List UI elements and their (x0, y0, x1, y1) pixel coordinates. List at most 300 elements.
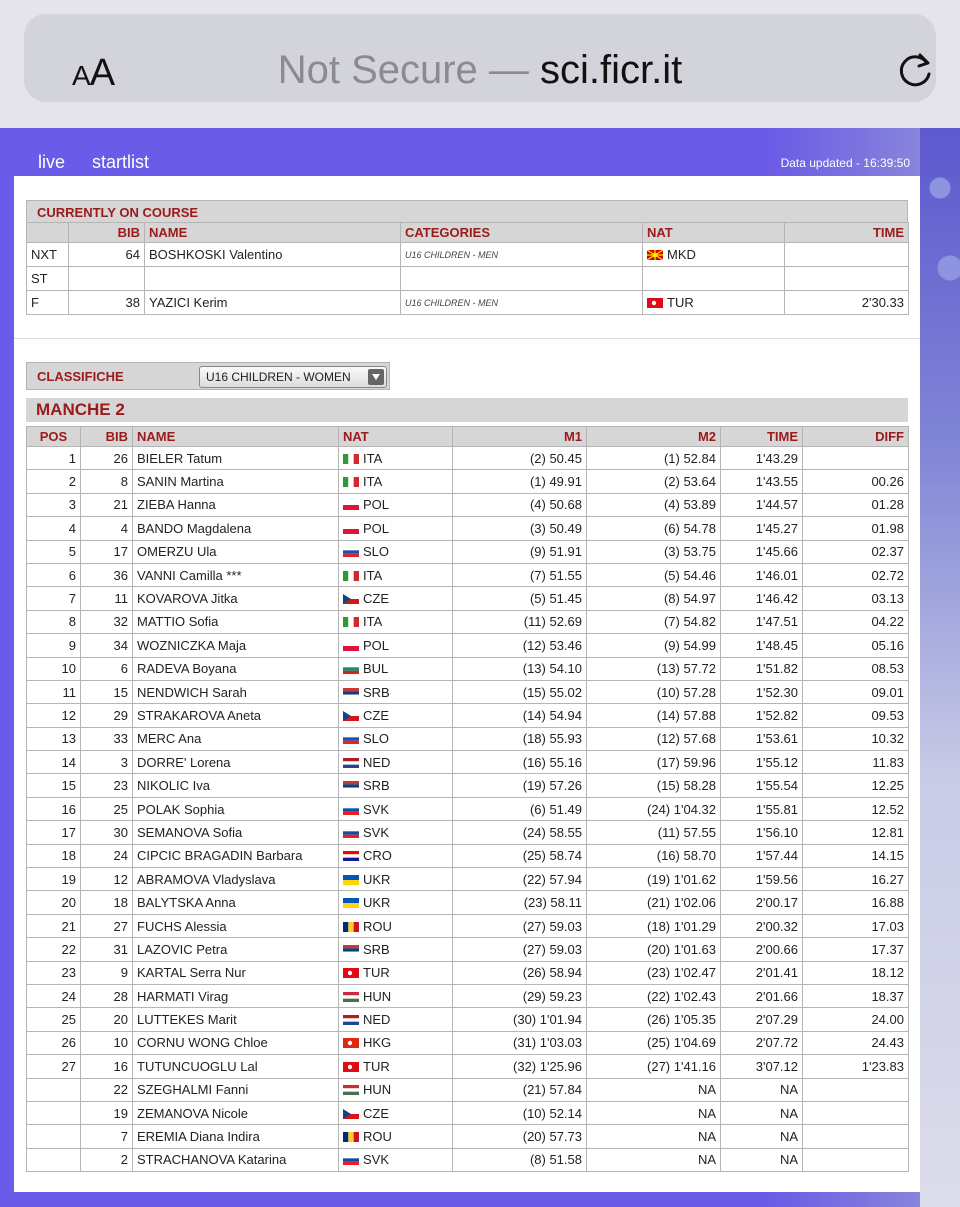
athlete-name: BOSHKOSKI Valentino (145, 243, 401, 267)
table-row[interactable] (27, 657, 909, 680)
url-host: sci.ficr.it (540, 48, 683, 92)
pos-cell: 15 (27, 774, 81, 797)
time-cell: NA (721, 1078, 803, 1101)
pos-cell: 8 (27, 610, 81, 633)
athlete-name: STRACHANOVA Katarina (133, 1148, 339, 1171)
time-cell: 1'45.27 (721, 517, 803, 540)
bib-cell: 30 (81, 821, 133, 844)
nat-code: TUR (363, 965, 390, 981)
column-header (27, 223, 69, 243)
nat-code: SLO (363, 544, 390, 560)
flag-icon (343, 1109, 359, 1119)
results-header-row (27, 427, 909, 447)
diff-cell: 16.88 (803, 891, 909, 914)
time-cell: 2'00.66 (721, 938, 803, 961)
athlete-name: YAZICI Kerim (145, 291, 401, 315)
pos-cell: 13 (27, 727, 81, 750)
time-cell: 2'00.17 (721, 891, 803, 914)
nat-code: CRO (363, 848, 392, 864)
m1-cell: (16) 55.16 (453, 751, 587, 774)
nat-code: NED (363, 754, 391, 770)
bib-cell: 10 (81, 1031, 133, 1054)
m1-cell: (20) 57.73 (453, 1125, 587, 1148)
diff-cell: 18.12 (803, 961, 909, 984)
time-cell: 1'46.01 (721, 563, 803, 586)
table-row[interactable] (27, 938, 909, 961)
table-row[interactable] (27, 470, 909, 493)
time-cell: 1'55.12 (721, 751, 803, 774)
pos-cell: 9 (27, 634, 81, 657)
flag-icon (343, 500, 359, 510)
table-row[interactable] (27, 984, 909, 1007)
diff-cell (803, 1078, 909, 1101)
m2-cell: (8) 54.97 (587, 587, 721, 610)
m1-cell: (11) 52.69 (453, 610, 587, 633)
m2-cell: NA (587, 1148, 721, 1171)
bib-cell: 7 (81, 1125, 133, 1148)
table-row[interactable] (27, 563, 909, 586)
nat-code: MKD (667, 247, 696, 262)
bib-cell: 28 (81, 984, 133, 1007)
pos-cell: 26 (27, 1031, 81, 1054)
flag-icon (343, 992, 359, 1002)
nav-link-live[interactable]: live (38, 152, 66, 172)
flag-icon (647, 298, 663, 308)
diff-cell: 04.22 (803, 610, 909, 633)
m1-cell: (15) 55.02 (453, 680, 587, 703)
m1-cell: (23) 58.11 (453, 891, 587, 914)
table-row[interactable] (27, 797, 909, 820)
pos-cell (27, 1125, 81, 1148)
time-cell: 1'47.51 (721, 610, 803, 633)
nat-cell (339, 1125, 453, 1148)
m1-cell: (9) 51.91 (453, 540, 587, 563)
m1-cell: (29) 59.23 (453, 984, 587, 1007)
table-row[interactable] (27, 1055, 909, 1078)
athlete-name: WOZNICZKA Maja (133, 634, 339, 657)
pos-cell: 5 (27, 540, 81, 563)
address-bar[interactable] (24, 14, 936, 102)
time-cell: 1'57.44 (721, 844, 803, 867)
table-row[interactable] (27, 1031, 909, 1054)
table-row[interactable] (27, 634, 909, 657)
nat-code: BUL (363, 661, 389, 677)
time-cell: 1'44.57 (721, 493, 803, 516)
nat-code: ROU (363, 1129, 392, 1145)
time-cell: 1'45.66 (721, 540, 803, 563)
time-cell: 1'48.45 (721, 634, 803, 657)
m1-cell: (21) 57.84 (453, 1078, 587, 1101)
m2-cell: (9) 54.99 (587, 634, 721, 657)
diff-cell: 16.27 (803, 868, 909, 891)
column-header: DIFF (803, 427, 909, 447)
m2-cell: (26) 1'05.35 (587, 1008, 721, 1031)
nat-code: SLO (363, 731, 390, 747)
bib-cell: 18 (81, 891, 133, 914)
bib-cell: 23 (81, 774, 133, 797)
classifiche-bar (26, 362, 390, 390)
bib-cell: 11 (81, 587, 133, 610)
status-cell: ST (27, 267, 69, 291)
category-select-value: U16 CHILDREN - WOMEN (206, 370, 351, 384)
browser-toolbar (0, 0, 960, 128)
nat-cell (339, 1008, 453, 1031)
diff-cell (803, 447, 909, 470)
pos-cell: 4 (27, 517, 81, 540)
m1-cell: (26) 58.94 (453, 961, 587, 984)
nat-code: SRB (363, 684, 390, 700)
diff-cell: 02.72 (803, 563, 909, 586)
results-title: MANCHE 2 (26, 398, 908, 422)
athlete-name: SANIN Martina (133, 470, 339, 493)
pos-cell: 23 (27, 961, 81, 984)
athlete-name: RADEVA Boyana (133, 657, 339, 680)
flag-icon (343, 477, 359, 487)
bib-cell: 12 (81, 868, 133, 891)
time-cell (785, 267, 909, 291)
m1-cell: (6) 51.49 (453, 797, 587, 820)
time-cell: NA (721, 1101, 803, 1124)
time-cell: NA (721, 1148, 803, 1171)
flag-icon (343, 594, 359, 604)
bib-cell: 31 (81, 938, 133, 961)
diff-cell: 11.83 (803, 751, 909, 774)
diff-cell: 09.53 (803, 704, 909, 727)
nav-link-startlist[interactable]: startlist (92, 152, 150, 172)
bib-cell: 33 (81, 727, 133, 750)
pos-cell: 21 (27, 914, 81, 937)
nat-cell (339, 704, 453, 727)
bib-cell (69, 267, 145, 291)
bib-cell: 38 (69, 291, 145, 315)
nat-code: TUR (667, 295, 694, 310)
athlete-name: MERC Ana (133, 727, 339, 750)
time-cell: 1'43.55 (721, 470, 803, 493)
m2-cell: (4) 53.89 (587, 493, 721, 516)
nat-cell (643, 291, 785, 315)
nat-cell (339, 680, 453, 703)
nat-code: SVK (363, 801, 390, 817)
nat-cell (339, 634, 453, 657)
time-cell: 1'51.82 (721, 657, 803, 680)
flag-icon (343, 524, 359, 534)
m1-cell: (7) 51.55 (453, 563, 587, 586)
on-course-header-row (27, 223, 909, 243)
nat-cell (339, 891, 453, 914)
column-header: TIME (721, 427, 803, 447)
athlete-name: OMERZU Ula (133, 540, 339, 563)
flag-icon (343, 875, 359, 885)
m1-cell: (32) 1'25.96 (453, 1055, 587, 1078)
m1-cell: (31) 1'03.03 (453, 1031, 587, 1054)
time-cell: 1'43.29 (721, 447, 803, 470)
table-row[interactable] (27, 493, 909, 516)
athlete-name: BIELER Tatum (133, 447, 339, 470)
flag-icon (343, 1132, 359, 1142)
table-row[interactable] (27, 1078, 909, 1101)
table-row[interactable] (27, 1125, 909, 1148)
m2-cell: NA (587, 1101, 721, 1124)
table-row[interactable] (27, 517, 909, 540)
nat-cell (339, 868, 453, 891)
column-header: NAT (339, 427, 453, 447)
nat-cell (339, 914, 453, 937)
athlete-name: LUTTEKES Marit (133, 1008, 339, 1031)
pos-cell: 11 (27, 680, 81, 703)
flag-icon (343, 922, 359, 932)
nat-cell (339, 1031, 453, 1054)
pos-cell: 2 (27, 470, 81, 493)
m2-cell: (1) 52.84 (587, 447, 721, 470)
nat-cell (643, 267, 785, 291)
category-select[interactable] (199, 366, 387, 388)
table-row[interactable] (27, 727, 909, 750)
m2-cell: (23) 1'02.47 (587, 961, 721, 984)
athlete-name: EREMIA Diana Indira (133, 1125, 339, 1148)
on-course-row (27, 291, 909, 315)
m2-cell: (16) 58.70 (587, 844, 721, 867)
nat-cell (339, 563, 453, 586)
m1-cell: (3) 50.49 (453, 517, 587, 540)
bib-cell: 9 (81, 961, 133, 984)
flag-icon (343, 1062, 359, 1072)
diff-cell: 17.37 (803, 938, 909, 961)
athlete-name: ZIEBA Hanna (133, 493, 339, 516)
nat-code: NED (363, 1012, 391, 1028)
bib-cell: 4 (81, 517, 133, 540)
athlete-name: FUCHS Alessia (133, 914, 339, 937)
table-row[interactable] (27, 751, 909, 774)
flag-icon (343, 805, 359, 815)
flag-icon (343, 641, 359, 651)
m2-cell: (7) 54.82 (587, 610, 721, 633)
column-header: BIB (69, 223, 145, 243)
table-row[interactable] (27, 1148, 909, 1171)
m2-cell: (10) 57.28 (587, 680, 721, 703)
divider (14, 338, 920, 339)
nat-cell (339, 774, 453, 797)
results-table (26, 426, 909, 1172)
bib-cell: 16 (81, 1055, 133, 1078)
table-row[interactable] (27, 1101, 909, 1124)
diff-cell: 24.00 (803, 1008, 909, 1031)
nat-code: SRB (363, 941, 390, 957)
flag-icon (343, 1155, 359, 1165)
m2-cell: (20) 1'01.63 (587, 938, 721, 961)
nat-code: CZE (363, 1105, 389, 1121)
m2-cell: (24) 1'04.32 (587, 797, 721, 820)
table-row[interactable] (27, 540, 909, 563)
nat-cell (339, 1148, 453, 1171)
column-header: M1 (453, 427, 587, 447)
flag-icon (343, 1085, 359, 1095)
status-cell: NXT (27, 243, 69, 267)
diff-cell: 18.37 (803, 984, 909, 1007)
table-row[interactable] (27, 610, 909, 633)
athlete-name: ABRAMOVA Vladyslava (133, 868, 339, 891)
nat-code: SRB (363, 778, 390, 794)
diff-cell: 08.53 (803, 657, 909, 680)
m2-cell: (18) 1'01.29 (587, 914, 721, 937)
nat-code: POL (363, 637, 390, 653)
athlete-name: BALYTSKA Anna (133, 891, 339, 914)
category-cell: U16 CHILDREN - MEN (401, 291, 643, 315)
athlete-name: CIPCIC BRAGADIN Barbara (133, 844, 339, 867)
m1-cell: (2) 50.45 (453, 447, 587, 470)
flag-icon (343, 571, 359, 581)
flag-icon (343, 734, 359, 744)
diff-cell: 03.13 (803, 587, 909, 610)
flag-icon (343, 1015, 359, 1025)
currently-on-course-section (26, 200, 908, 315)
bib-cell: 6 (81, 657, 133, 680)
flag-icon (343, 758, 359, 768)
nat-cell (339, 821, 453, 844)
athlete-name: KOVAROVA Jitka (133, 587, 339, 610)
table-row[interactable] (27, 774, 909, 797)
bib-cell: 27 (81, 914, 133, 937)
athlete-name: SZEGHALMI Fanni (133, 1078, 339, 1101)
athlete-name: LAZOVIC Petra (133, 938, 339, 961)
column-header: CATEGORIES (401, 223, 643, 243)
bib-cell: 29 (81, 704, 133, 727)
table-row[interactable] (27, 891, 909, 914)
nat-cell (339, 1078, 453, 1101)
bib-cell: 34 (81, 634, 133, 657)
diff-cell: 02.37 (803, 540, 909, 563)
table-row[interactable] (27, 704, 909, 727)
m1-cell: (14) 54.94 (453, 704, 587, 727)
athlete-name: DORRE' Lorena (133, 751, 339, 774)
content-panel (14, 176, 920, 1192)
table-row[interactable] (27, 914, 909, 937)
diff-cell: 24.43 (803, 1031, 909, 1054)
nat-code: ROU (363, 918, 392, 934)
nat-cell (339, 751, 453, 774)
nat-code: SVK (363, 824, 390, 840)
time-cell: 2'01.66 (721, 984, 803, 1007)
diff-cell (803, 1101, 909, 1124)
m2-cell: (12) 57.68 (587, 727, 721, 750)
flag-icon (647, 250, 663, 260)
nat-cell (339, 470, 453, 493)
bib-cell: 36 (81, 563, 133, 586)
athlete-name: NENDWICH Sarah (133, 680, 339, 703)
m2-cell: (17) 59.96 (587, 751, 721, 774)
nat-code: HKG (363, 1035, 392, 1051)
time-cell: 1'46.42 (721, 587, 803, 610)
nat-cell (339, 657, 453, 680)
athlete-name: POLAK Sophia (133, 797, 339, 820)
diff-cell: 09.01 (803, 680, 909, 703)
m2-cell: (5) 54.46 (587, 563, 721, 586)
nat-code: ITA (363, 450, 383, 466)
bib-cell: 2 (81, 1148, 133, 1171)
nat-cell (339, 493, 453, 516)
pos-cell: 1 (27, 447, 81, 470)
m1-cell: (24) 58.55 (453, 821, 587, 844)
reader-settings-button[interactable]: AA (72, 52, 115, 94)
nat-code: TUR (363, 1058, 390, 1074)
diff-cell (803, 1148, 909, 1171)
table-row[interactable] (27, 447, 909, 470)
bib-cell: 21 (81, 493, 133, 516)
table-row[interactable] (27, 680, 909, 703)
table-row[interactable] (27, 587, 909, 610)
pos-cell: 18 (27, 844, 81, 867)
nat-cell (339, 1101, 453, 1124)
time-cell (785, 243, 909, 267)
m1-cell: (13) 54.10 (453, 657, 587, 680)
time-cell: 3'07.12 (721, 1055, 803, 1078)
time-cell: 2'07.29 (721, 1008, 803, 1031)
bib-cell: 25 (81, 797, 133, 820)
flag-icon (343, 781, 359, 791)
bib-cell: 8 (81, 470, 133, 493)
nat-cell (339, 961, 453, 984)
athlete-name: VANNI Camilla *** (133, 563, 339, 586)
m1-cell: (8) 51.58 (453, 1148, 587, 1171)
nat-code: HUN (363, 988, 392, 1004)
on-course-row (27, 243, 909, 267)
table-row[interactable] (27, 821, 909, 844)
flag-icon (343, 547, 359, 557)
flag-icon (343, 1038, 359, 1048)
m1-cell: (5) 51.45 (453, 587, 587, 610)
table-row[interactable] (27, 844, 909, 867)
m1-cell: (27) 59.03 (453, 914, 587, 937)
athlete-name: TUTUNCUOGLU Lal (133, 1055, 339, 1078)
diff-cell: 12.52 (803, 797, 909, 820)
diff-cell: 12.25 (803, 774, 909, 797)
time-cell: 1'52.82 (721, 704, 803, 727)
m1-cell: (30) 1'01.94 (453, 1008, 587, 1031)
category-cell: U16 CHILDREN - MEN (401, 243, 643, 267)
table-row[interactable] (27, 1008, 909, 1031)
table-row[interactable] (27, 961, 909, 984)
nat-cell (339, 447, 453, 470)
time-cell: 1'53.61 (721, 727, 803, 750)
time-cell: 1'55.54 (721, 774, 803, 797)
athlete-name (145, 267, 401, 291)
page-background-decoration (920, 128, 960, 1207)
table-row[interactable] (27, 868, 909, 891)
pos-cell: 17 (27, 821, 81, 844)
m1-cell: (1) 49.91 (453, 470, 587, 493)
time-cell: 2'01.41 (721, 961, 803, 984)
nat-code: POL (363, 497, 390, 513)
m2-cell: (22) 1'02.43 (587, 984, 721, 1007)
security-warning: Not Secure — (277, 48, 529, 92)
athlete-name: ZEMANOVA Nicole (133, 1101, 339, 1124)
pos-cell: 3 (27, 493, 81, 516)
flag-icon (343, 968, 359, 978)
diff-cell: 1'23.83 (803, 1055, 909, 1078)
column-header: POS (27, 427, 81, 447)
column-header: BIB (81, 427, 133, 447)
reload-icon[interactable] (896, 52, 936, 92)
nat-code: UKR (363, 871, 391, 887)
nat-cell (339, 517, 453, 540)
bib-cell: 24 (81, 844, 133, 867)
m1-cell: (19) 57.26 (453, 774, 587, 797)
athlete-name: CORNU WONG Chloe (133, 1031, 339, 1054)
url-display[interactable] (24, 48, 936, 93)
nat-cell (339, 540, 453, 563)
nat-code: SVK (363, 1152, 390, 1168)
bib-cell: 3 (81, 751, 133, 774)
athlete-name: HARMATI Virag (133, 984, 339, 1007)
